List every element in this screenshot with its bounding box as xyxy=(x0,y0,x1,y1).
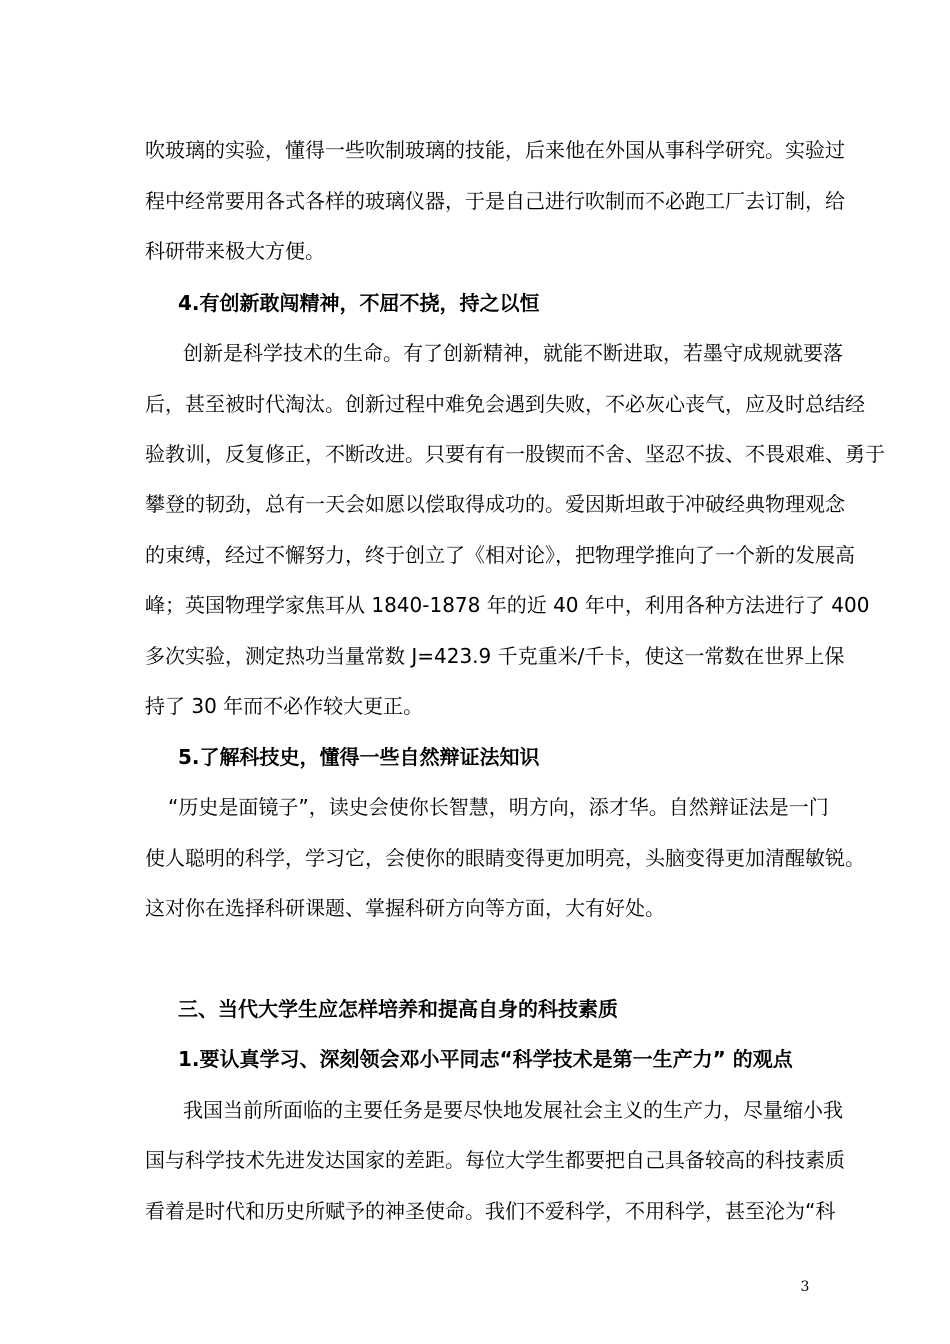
paragraph-1-line-1: 吹玻璃的实验，懂得一些吹制玻璃的技能，后来他在外国从事科学研究。实验过 xyxy=(145,138,845,162)
paragraph-2-line-1: 创新是科学技术的生命。有了创新精神，就能不断进取，若墨守成规就要落 xyxy=(183,341,843,365)
paragraph-3-line-3: 这对你在选择科研课题、掌握科研方向等方面，大有好处。 xyxy=(145,896,665,920)
paragraph-4-line-1: 我国当前所面临的主要任务是要尽快地发展社会主义的生产力，尽量缩小我 xyxy=(183,1098,843,1122)
heading-1: 1.要认真学习、深刻领会邓小平同志“科学技术是第一生产力” 的观点 xyxy=(178,1047,793,1071)
section-3-title: 三、当代大学生应怎样培养和提高自身的科技素质 xyxy=(178,997,618,1021)
heading-5: 5.了解科技史，懂得一些自然辩证法知识 xyxy=(178,745,540,769)
paragraph-1-line-2: 程中经常要用各式各样的玻璃仪器，于是自己进行吹制而不必跑工厂去订制，给 xyxy=(145,189,845,213)
page-number: 3 xyxy=(800,1279,810,1295)
paragraph-1-line-3: 科研带来极大方便。 xyxy=(145,239,325,263)
paragraph-2-line-6: 峰；英国物理学家焦耳从 1840-1878 年的近 40 年中，利用各种方法进行了 400 xyxy=(145,593,870,617)
paragraph-2-line-4: 攀登的韧劲，总有一天会如愿以偿取得成功的。爱因斯坦敢于冲破经典物理观念 xyxy=(145,492,845,516)
paragraph-4-line-2: 国与科学技术先进发达国家的差距。每位大学生都要把自己具备较高的科技素质 xyxy=(145,1148,845,1172)
heading-4: 4.有创新敢闯精神，不屈不挠，持之以恒 xyxy=(178,291,540,315)
paragraph-2-line-2: 后，甚至被时代淘汰。创新过程中难免会遇到失败，不必灰心丧气，应及时总结经 xyxy=(145,392,865,416)
paragraph-2-line-7: 多次实验，测定热功当量常数 J=423.9 千克重米/千卡，使这一常数在世界上保 xyxy=(145,644,845,668)
paragraph-3-line-1: “历史是面镜子”，读史会使你长智慧，明方向，添才华。自然辩证法是一门 xyxy=(168,795,829,819)
paragraph-2-line-3: 验教训，反复修正，不断改进。只要有有一股锲而不舍、坚忍不拔、不畏艰难、勇于 xyxy=(145,442,885,466)
paragraph-4-line-3: 看着是时代和历史所赋予的神圣使命。我们不爱科学，不用科学，甚至沦为“科 xyxy=(145,1199,836,1223)
paragraph-2-line-8: 持了 30 年而不必作较大更正。 xyxy=(145,694,424,718)
paragraph-3-line-2: 使人聪明的科学，学习它，会使你的眼睛变得更加明亮，头脑变得更加清醒敏锐。 xyxy=(145,846,865,870)
paragraph-2-line-5: 的束缚，经过不懈努力，终于创立了《相对论》，把物理学推向了一个新的发展高 xyxy=(145,543,855,567)
